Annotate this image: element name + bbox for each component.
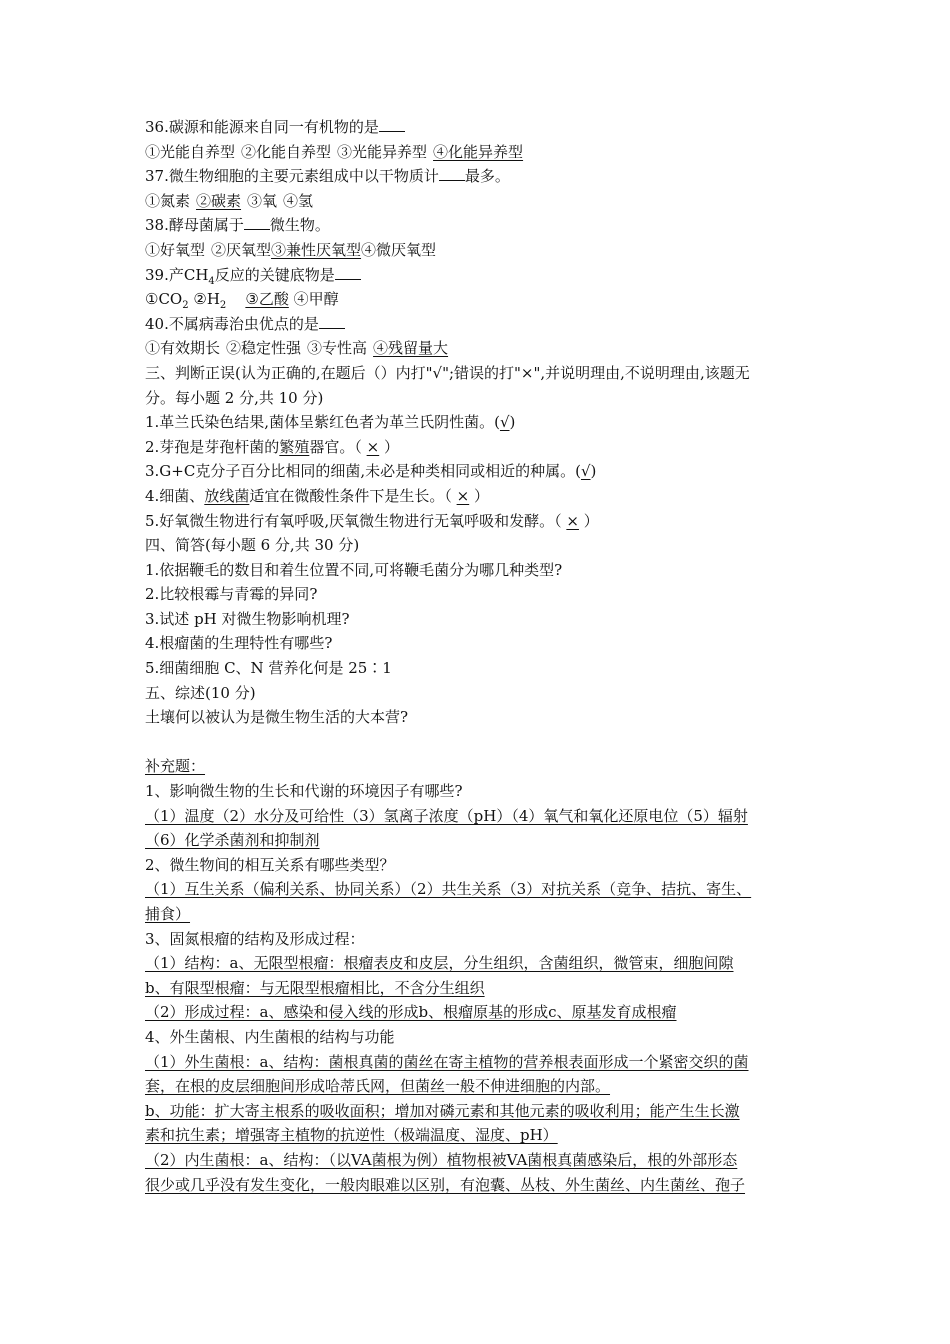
item-text: ) [509, 413, 516, 432]
supplement-title: 补充题： [145, 757, 206, 776]
question-39 [145, 263, 810, 288]
question-stem-end: 最多。 [464, 167, 510, 186]
section-4-title: 四、简答(每小题 6 分,共 30 分) [145, 536, 360, 555]
question-37-options [145, 189, 810, 214]
supplement-a2: （1）互生关系（偏利关系、协同关系）（2）共生关系（3）对抗关系（竞争、拮抗、寄生、 [145, 880, 752, 899]
answer-mark: √ [499, 413, 510, 432]
section-5-title: 五、综述(10 分) [145, 683, 256, 702]
subscript: 4 [208, 275, 215, 287]
question-stem: 37.微生物细胞的主要元素组成中以干物质计 [145, 167, 439, 186]
option: ④微厌氧型 [361, 240, 437, 259]
spacer [145, 730, 810, 755]
item-text: 适宜在微酸性条件下是生长。（ [249, 486, 457, 505]
supplement-a1: （1）温度（2）水分及可给性（3）氢离子浓度（pH）（4）氧气和氧化还原电位（5）辐射 [145, 806, 748, 825]
short-answer-3: 3.试述 pH 对微生物影响机理? [145, 609, 350, 628]
supplement-a4-3: b、功能：扩大寄主根系的吸收面积；增加对磷元素和其他元素的吸收利用；能产生生长激 [145, 1101, 740, 1120]
question-stem-end: 微生物。 [269, 216, 330, 235]
item-text: ） [379, 437, 399, 456]
answer-blank [379, 117, 405, 132]
judge-item-3 [145, 459, 810, 484]
short-answer-4: 4.根瘤菌的生理特性有哪些? [145, 634, 333, 653]
item-text: 5.好氧微生物进行有氧呼吸,厌氧微生物进行无氧呼吸和发酵。（ [145, 511, 567, 530]
option: ①好氧型 [145, 240, 206, 259]
question-40 [145, 312, 810, 337]
underlined-term: 繁殖 [279, 437, 310, 456]
question-37 [145, 164, 810, 189]
supplement-a4-6: 很少或几乎没有发生变化，一般肉眼难以区别，有泡囊、丛枝、外生菌丝、内生菌丝、孢子 [145, 1175, 746, 1194]
option: ③专性高 [307, 339, 368, 358]
supplement-q1: 1、影响微生物的生长和代谢的环境因子有哪些? [145, 782, 463, 801]
option: ②厌氧型 [211, 240, 272, 259]
question-36 [145, 115, 810, 140]
question-stem: 39.产CH [145, 265, 209, 284]
underlined-term: 放线菌 [204, 486, 250, 505]
option-answer: ②碳素 [196, 191, 242, 210]
supplement-a1-cont: （6）化学杀菌剂和抑制剂 [145, 831, 320, 850]
question-36-options [145, 140, 810, 165]
item-text: ） [469, 486, 489, 505]
option: ④氢 [283, 191, 314, 210]
item-text: 3.G+C克分子百分比相同的细菌,未必是种类相同或相近的种属。( [145, 462, 581, 481]
item-text: 4.细菌、 [145, 486, 205, 505]
question-stem: 36.碳源和能源来自同一有机物的是 [145, 118, 379, 136]
question-stem: 38.酵母菌属于 [145, 216, 244, 235]
short-answer-5: 5.细菌细胞 C、N 营养化何是 25∶1 [145, 659, 392, 678]
essay-question: 土壤何以被认为是微生物生活的大本营? [145, 708, 409, 727]
option: ④甲醇 [293, 290, 339, 309]
section-3-title-cont: 分。每小题 2 分,共 10 分) [145, 388, 324, 407]
document-page [145, 115, 810, 1197]
option: ③光能异养型 [337, 142, 428, 161]
question-38-options [145, 238, 810, 263]
answer-mark: × [366, 437, 380, 456]
judge-item-2 [145, 435, 810, 460]
supplement-q4: 4、外生菌根、内生菌根的结构与功能 [145, 1027, 395, 1046]
supplement-a3-3: （2）形成过程：a、感染和侵入线的形成b、根瘤原基的形成c、原基发育成根瘤 [145, 1003, 677, 1022]
answer-mark: √ [580, 462, 591, 481]
answer-blank [335, 265, 361, 280]
supplement-a4-2: 套，在根的皮层细胞间形成哈蒂氏网，但菌丝一般不伸进细胞的内部。 [145, 1077, 611, 1096]
supplement-q3: 3、固氮根瘤的结构及形成过程： [145, 929, 365, 948]
question-39-options [145, 287, 810, 312]
answer-mark: × [456, 486, 470, 505]
option: ①有效期长 [145, 339, 221, 358]
question-stem: 40.不属病毒治虫优点的是 [145, 314, 319, 333]
item-text: ) [590, 462, 597, 481]
judge-item-1 [145, 410, 810, 435]
supplement-a4-4: 素和抗生素；增强寄主植物的抗逆性（极端温度、湿度、pH） [145, 1126, 558, 1145]
option: ①氮素 [145, 191, 191, 210]
supplement-a4-5: （2）内生菌根：a、结构：（以VA菌根为例）植物根被VA菌根真菌感染后，根的外部形态 [145, 1150, 738, 1169]
question-stem-end: 反应的关键底物是 [214, 265, 335, 284]
item-text: ） [578, 511, 599, 530]
option-answer: ④化能异养型 [433, 142, 524, 161]
short-answer-2: 2.比较根霉与青霉的异同? [145, 585, 318, 604]
option: ①光能自养型 [145, 142, 236, 161]
question-40-options [145, 336, 810, 361]
supplement-a3-2: b、有限型根瘤：与无限型根瘤相比，不含分生组织 [145, 978, 485, 997]
subscript: 2 [219, 300, 227, 312]
supplement-a4-1: （1）外生菌根：a、结构：菌根真菌的菌丝在寄主植物的营养根表面形成一个紧密交织的菌 [145, 1052, 749, 1071]
option-answer: ③兼性厌氧型 [271, 240, 362, 259]
judge-item-5 [145, 509, 810, 534]
answer-blank [319, 314, 345, 329]
supplement-a3-1: （1）结构：a、无限型根瘤：根瘤表皮和皮层，分生组织，含菌组织，微管束，细胞间隙 [145, 954, 734, 973]
item-text: 2.芽孢是芽孢杆菌的 [145, 437, 280, 456]
answer-blank [244, 215, 270, 230]
answer-mark: × [566, 511, 579, 530]
supplement-a2-cont: 捕食） [145, 905, 191, 923]
subscript: 2 [182, 300, 189, 312]
option: ③氧 [247, 191, 278, 210]
option: ②稳定性强 [226, 339, 302, 358]
option-answer: ④残留量大 [373, 339, 449, 358]
section-3-title: 三、判断正误(认为正确的,在题后（）内打"√";错误的打"×",并说明理由,不说明理由,该题无 [145, 363, 750, 382]
item-text: 1.革兰氏染色结果,菌体呈紫红色者为革兰氏阴性菌。( [145, 413, 500, 432]
item-text: 器官。（ [309, 437, 367, 456]
supplement-q2: 2、微生物间的相互关系有哪些类型？ [145, 855, 395, 874]
judge-item-4 [145, 484, 810, 509]
short-answer-1: 1.依据鞭毛的数目和着生位置不同,可将鞭毛菌分为哪几种类型? [145, 560, 563, 579]
question-38 [145, 213, 810, 238]
answer-blank [439, 166, 465, 181]
option-answer: ③乙酸 [245, 290, 289, 309]
option: ①CO [145, 290, 183, 309]
option: ②化能自养型 [241, 142, 332, 161]
option: ②H [193, 290, 220, 309]
